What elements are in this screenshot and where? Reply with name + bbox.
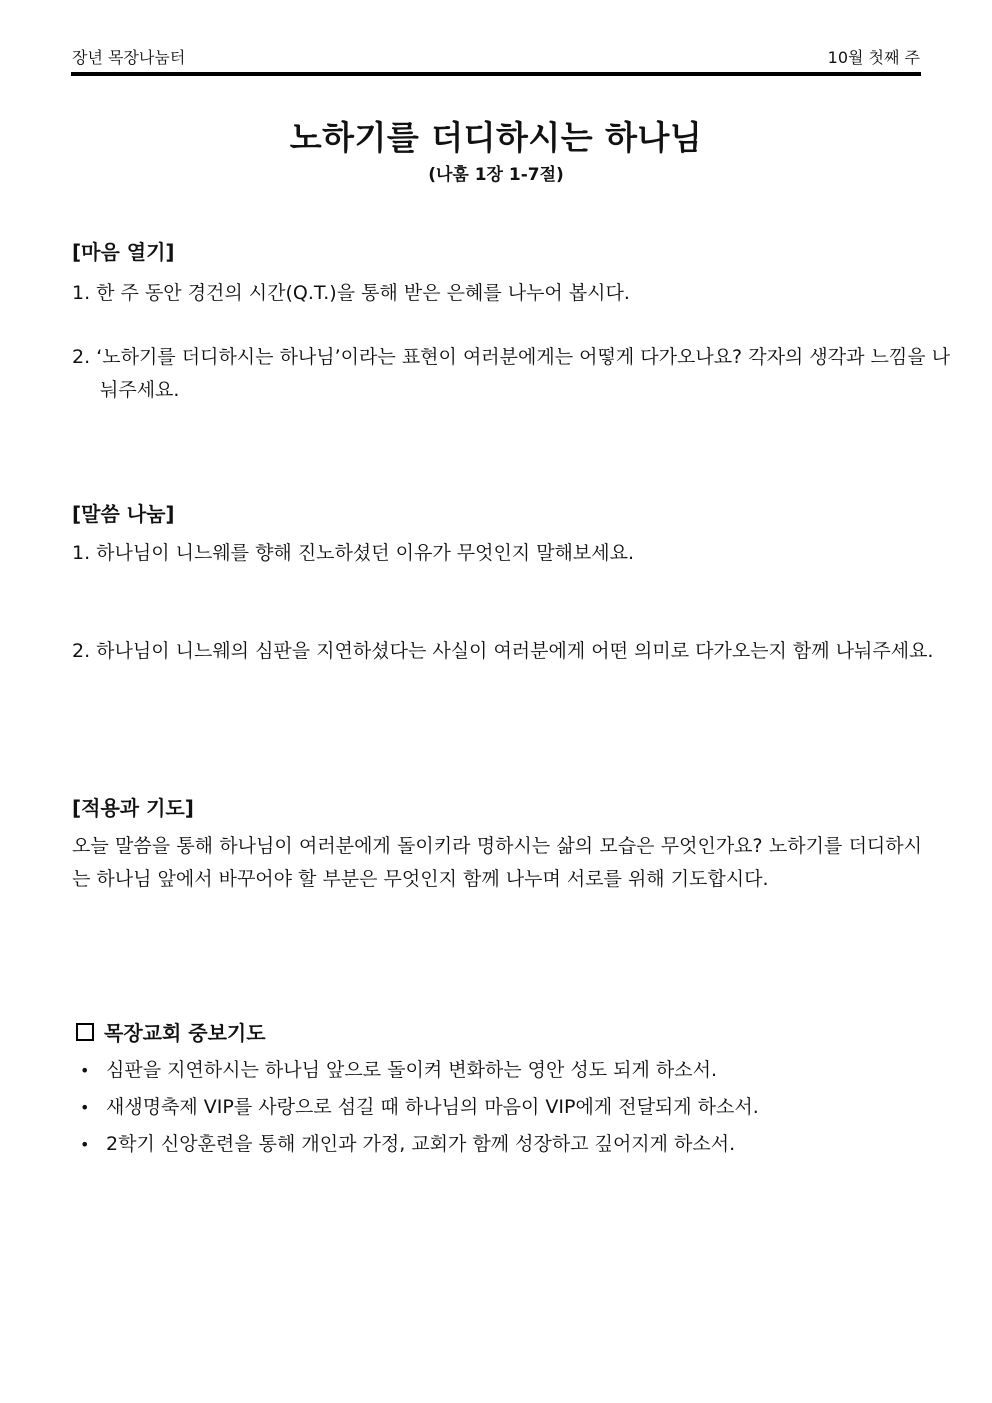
header-right-text: 10월 첫째 주 <box>827 47 920 67</box>
section-heading-word-sharing: [말씀 나눔] <box>72 502 175 526</box>
bullet-icon: • <box>80 1135 90 1154</box>
document-title: 노하기를 더디하시는 하나님 <box>289 118 703 157</box>
prayer-item-text: 2학기 신앙훈련을 통해 개인과 가정, 교회가 함께 성장하고 깊어지게 하소서. <box>106 1133 736 1155</box>
prayer-item-text: 심판을 지연하시는 하나님 앞으로 돌이켜 변화하는 영안 성도 되게 하소서. <box>106 1059 718 1081</box>
checkbox-icon <box>76 1023 94 1041</box>
scripture-reference: (나훔 1장 1-7절) <box>428 165 564 185</box>
word-question-1: 1. 하나님이 니느웨를 향해 진노하셨던 이유가 무엇인지 말해보세요. <box>72 542 635 564</box>
bullet-icon: • <box>80 1061 90 1080</box>
header-divider <box>71 72 921 76</box>
word-question-2: 2. 하나님이 니느웨의 심판을 지연하셨다는 사실이 여러분에게 어떤 의미로 다가오는지 함께 나눠주세요. <box>72 640 934 662</box>
prayer-item <box>80 1089 920 1126</box>
section-heading-application: [적용과 기도] <box>72 796 194 820</box>
opening-question-2: 2. ‘노하기를 더디하시는 하나님’이라는 표현이 여러분에게는 어떻게 다가오나요? 각자의 생각과 느낌을 나눠주세요. <box>72 346 950 401</box>
header-left-text: 장년 목장나눔터 <box>72 47 186 67</box>
prayer-item <box>80 1052 920 1089</box>
prayer-item <box>80 1126 920 1163</box>
prayer-heading <box>72 1017 266 1046</box>
opening-question-1: 1. 한 주 동안 경건의 시간(Q.T.)을 통해 받은 은혜를 나누어 봅시다. <box>72 282 630 304</box>
application-paragraph: 오늘 말씀을 통해 하나님이 여러분에게 돌이키라 명하시는 삶의 모습은 무엇인가요? 노하기를 더디하시는 하나님 앞에서 바꾸어야 할 부분은 무엇인지 함께 나누며 서로를 위해 기도합시다. <box>72 835 922 890</box>
bullet-icon: • <box>80 1098 90 1117</box>
page-header <box>72 44 920 68</box>
prayer-heading-text: 목장교회 중보기도 <box>104 1021 266 1045</box>
section-heading-opening: [마음 열기] <box>72 240 175 264</box>
prayer-item-text: 새생명축제 VIP를 사랑으로 섬길 때 하나님의 마음이 VIP에게 전달되게 하소서. <box>106 1096 759 1118</box>
prayer-list <box>80 1052 920 1163</box>
